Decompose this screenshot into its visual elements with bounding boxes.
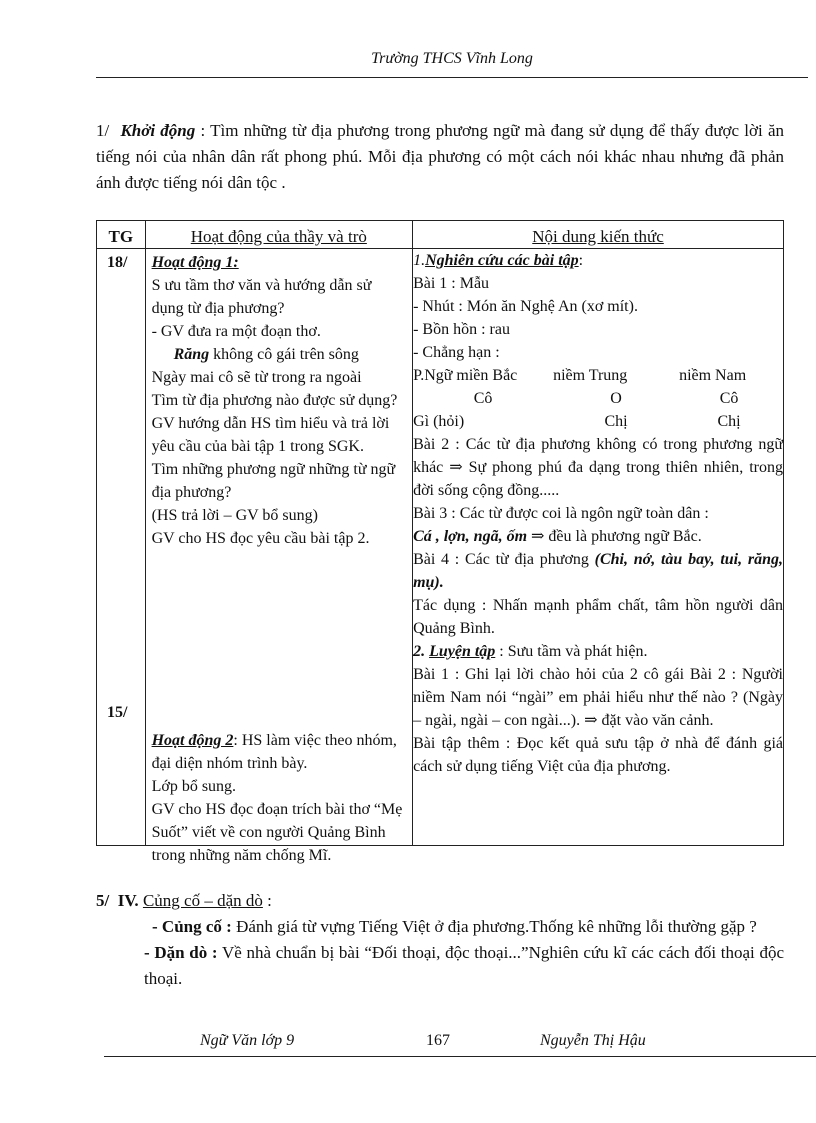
dialect-cell: Chị bbox=[717, 413, 741, 430]
exercise-3: Bài 3 : Các từ được coi là ngôn ngữ toàn dân : bbox=[413, 505, 709, 522]
activity-1 bbox=[146, 249, 412, 550]
page-header: Trường THCS Vĩnh Long bbox=[371, 50, 533, 67]
consolidation-label: - Củng cố : bbox=[152, 917, 232, 936]
exercise-4: Bài 4 : Các từ địa phương bbox=[413, 551, 595, 568]
header-divider bbox=[96, 77, 808, 78]
homework-text: Về nhà chuẩn bị bài “Đối thoại, độc thoại...”Nghiên cứu kĩ các cách đối thoại độc thoại. bbox=[144, 943, 784, 988]
activity-1-line: GV hướng dẫn HS tìm hiểu và trả lời yêu cầu của bài tập 1 trong SGK. bbox=[151, 415, 390, 455]
footer-divider bbox=[104, 1056, 816, 1057]
header-tg: TG bbox=[97, 221, 146, 249]
exercise-3-result: ⇒ đều là phương ngữ Bắc. bbox=[527, 528, 702, 545]
dialect-row bbox=[413, 387, 783, 410]
exercise-4-effect: Tác dụng : Nhấn mạnh phẩm chất, tâm hồn người dân Quảng Bình. bbox=[413, 597, 783, 637]
intro-text: : Tìm những từ địa phương trong phương ngữ mà đang sử dụng để thấy được lời ăn tiếng nói của nhân dân rất phong phú. Mỗi địa phương có một cách nói khác nhau nhưng đã phản ánh được tiếng nói dân tộc . bbox=[96, 121, 785, 192]
exercise-3-words: Cá , lợn, ngã, ốm bbox=[413, 528, 528, 545]
header-knowledge: Nội dung kiến thức bbox=[413, 221, 784, 249]
closing-colon: : bbox=[262, 891, 272, 910]
knowledge-column bbox=[413, 249, 784, 846]
activity-column bbox=[145, 249, 412, 864]
closing-section bbox=[96, 888, 784, 992]
dialect-cell: Cô bbox=[719, 390, 739, 407]
footer-author: Nguyễn Thị Hậu bbox=[540, 1032, 646, 1049]
section-1-number: 1. bbox=[413, 252, 426, 269]
activity-2-line: Lớp bổ sung. bbox=[151, 778, 237, 795]
footer-subject: Ngữ Văn lớp 9 bbox=[200, 1032, 295, 1049]
intro-paragraph bbox=[96, 118, 784, 196]
activity-1-line: GV cho HS đọc yêu cầu bài tập 2. bbox=[151, 530, 370, 547]
activity-1-line: (HS trả lời – GV bổ sung) bbox=[151, 507, 318, 524]
exercise-1: Bài 1 : Mẫu bbox=[413, 275, 490, 292]
activity-2-line: GV cho HS đọc đoạn trích bài thơ “Mẹ Suốt” viết về con người Quảng Bình trong những năm chống Mĩ. bbox=[151, 801, 403, 864]
practice-1: Bài 1 : Ghi lại lời chào hỏi của 2 cô gái Bài 2 : Người niềm Nam nói “ngài” em phải hiểu như thế nào ? (Ngày – ngài, ngài – con ngài...). ⇒ đặt vào văn cảnh. bbox=[413, 666, 783, 729]
intro-duration: 1/ bbox=[96, 121, 110, 140]
activity-2 bbox=[152, 729, 406, 867]
poem-keyword: Răng bbox=[173, 346, 210, 363]
time-column bbox=[97, 249, 146, 846]
header-activity: Hoạt động của thầy và trò bbox=[145, 221, 412, 249]
dialect-row bbox=[413, 364, 783, 387]
dialect-cell: Gì (hỏi) bbox=[413, 413, 465, 430]
dialect-cell: O bbox=[610, 390, 622, 407]
poem-line-1 bbox=[152, 343, 406, 366]
section-1-colon: : bbox=[578, 252, 584, 269]
page-number: 167 bbox=[426, 1032, 450, 1049]
time-activity-2: 15/ bbox=[107, 704, 128, 721]
dialect-cell: Cô bbox=[473, 390, 493, 407]
closing-duration: 5/ bbox=[96, 891, 110, 910]
section-2-title: Luyện tập bbox=[429, 643, 496, 660]
exercise-1-item: - Bồn hồn : rau bbox=[413, 321, 510, 338]
exercise-2: Bài 2 : Các từ địa phương không có trong phương ngữ khác ⇒ Sự phong phú đa dạng trong thiên nhiên, trong đời sống cộng đồng..... bbox=[413, 436, 783, 499]
activity-1-line: S ưu tầm thơ văn và hướng dẫn sử dụng từ địa phương? bbox=[151, 277, 372, 317]
dialect-row bbox=[413, 410, 783, 433]
dialect-cell: niềm Nam bbox=[679, 367, 747, 384]
intro-title: Khởi động bbox=[120, 121, 196, 140]
dialect-cell: P.Ngữ miền Bắc bbox=[413, 367, 518, 384]
activity-2-line: : HS làm việc theo nhóm, đại diện nhóm trình bày. bbox=[151, 732, 397, 772]
exercise-4-words: (Chi, nớ, tàu bay, tui, răng, mụ). bbox=[413, 551, 783, 591]
closing-roman: IV. bbox=[117, 891, 139, 910]
activity-1-line: - GV đưa ra một đoạn thơ. bbox=[151, 323, 321, 340]
consolidation-text: Đánh giá từ vựng Tiếng Việt ở địa phương.Thống kê những lỗi thường gặp ? bbox=[231, 917, 757, 936]
closing-title: Củng cố – dặn dò bbox=[142, 891, 263, 910]
activity-1-line: Tìm những phương ngữ những từ ngữ địa phương? bbox=[151, 461, 396, 501]
activity-1-title: Hoạt động 1: bbox=[151, 254, 239, 271]
activity-2-title: Hoạt động 2 bbox=[151, 732, 234, 749]
poem-line-rest: không cô gái trên sông bbox=[209, 346, 359, 363]
activity-1-line: Tìm từ địa phương nào được sử dụng? bbox=[151, 392, 398, 409]
section-2-number: 2. bbox=[413, 643, 426, 660]
poem-line-2: Ngày mai cô sẽ từ trong ra ngoài bbox=[151, 369, 362, 386]
exercise-1-item: - Chẳng hạn : bbox=[413, 344, 500, 361]
homework-label: - Dặn dò : bbox=[144, 943, 218, 962]
dialect-cell: niềm Trung bbox=[553, 367, 628, 384]
exercise-1-item: - Nhút : Món ăn Nghệ An (xơ mít). bbox=[413, 298, 638, 315]
section-1-title: Nghiên cứu các bài tập bbox=[425, 252, 579, 269]
lesson-table bbox=[96, 220, 784, 864]
dialect-cell: Chị bbox=[604, 413, 628, 430]
section-2-rest: : Sưu tầm và phát hiện. bbox=[495, 643, 648, 660]
time-activity-1: 18/ bbox=[107, 254, 128, 271]
practice-extra: Bài tập thêm : Đọc kết quả sưu tập ở nhà để đánh giá cách sử dụng tiếng Việt của địa phương. bbox=[413, 735, 783, 775]
